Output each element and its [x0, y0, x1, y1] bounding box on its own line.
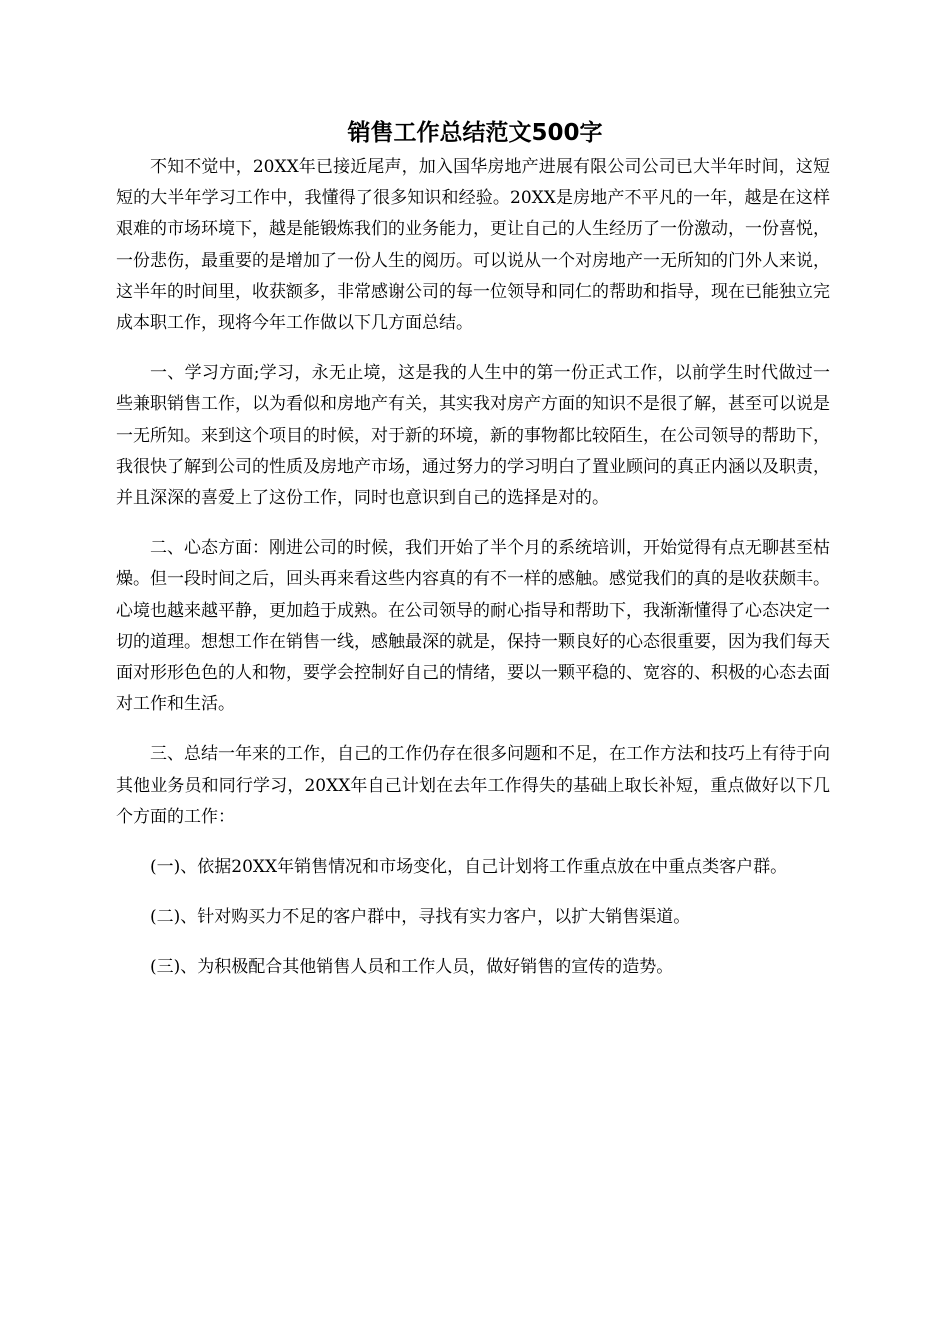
paragraph-learning: 一、学习方面;学习，永无止境，这是我的人生中的第一份正式工作，以前学生时代做过一些兼职销售工作，以为看似和房地产有关，其实我对房产方面的知识不是很了解，甚至可以说是一无所知。来到这个项目的时候，对于新的环境，新的事物都比较陌生，在公司领导的帮助下，我很快了解到公司的性质及房地产市场，通过努力的学习明白了置业顾问的真正内涵以及职责，并且深深的喜爱上了这份工作，同时也意识到自己的选择是对的。	[116, 363, 830, 509]
document-body	[116, 152, 830, 1003]
paragraph-plan-item-2: (二)、针对购买力不足的客户群中，寻找有实力客户，以扩大销售渠道。	[150, 907, 691, 928]
document-title: 销售工作总结范文500字	[347, 120, 603, 146]
paragraph-mindset: 二、心态方面：刚进公司的时候，我们开始了半个月的系统培训，开始觉得有点无聊甚至枯燥。但一段时间之后，回头再来看这些内容真的有不一样的感触。感觉我们的真的是收获颇丰。心境也越来越平静，更加趋于成熟。在公司领导的耐心指导和帮助下，我渐渐懂得了心态决定一切的道理。想想工作在销售一线，感触最深的就是，保持一颗良好的心态很重要，因为我们每天面对形形色色的人和物，要学会控制好自己的情绪，要以一颗平稳的、宽容的、积极的心态去面对工作和生活。	[116, 538, 830, 715]
paragraph-summary: 三、总结一年来的工作，自己的工作仍存在很多问题和不足，在工作方法和技巧上有待于向其他业务员和同行学习，20XX年自己计划在去年工作得失的基础上取长补短，重点做好以下几个方面的工作：	[116, 744, 830, 827]
paragraph-intro: 不知不觉中，20XX年已接近尾声，加入国华房地产进展有限公司公司已大半年时间，这短短的大半年学习工作中，我懂得了很多知识和经验。20XX是房地产不平凡的一年，越是在这样艰难的市场环境下，越是能锻炼我们的业务能力，更让自己的人生经历了一份激动，一份喜悦，一份悲伤，最重要的是增加了一份人生的阅历。可以说从一个对房地产一无所知的门外人来说，这半年的时间里，收获额多，非常感谢公司的每一位领导和同仁的帮助和指导，现在已能独立完成本职工作，现将今年工作做以下几方面总结。	[116, 157, 830, 334]
paragraph-plan-item-1: (一)、依据20XX年销售情况和市场变化，自己计划将工作重点放在中重点类客户群。	[150, 857, 788, 878]
paragraph-plan-item-3: (三)、为积极配合其他销售人员和工作人员，做好销售的宣传的造势。	[150, 957, 674, 978]
